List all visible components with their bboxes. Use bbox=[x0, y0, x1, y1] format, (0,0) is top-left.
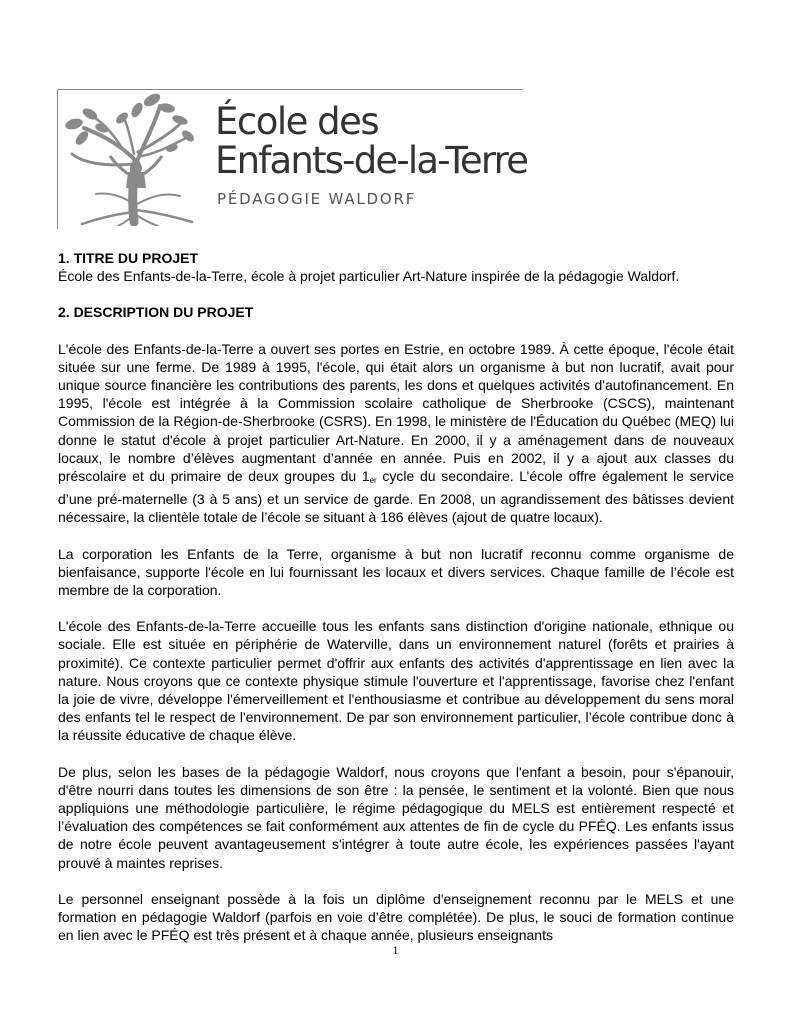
paragraph-pedagogy: De plus, selon les bases de la pédagogie Waldorf, nous croyons que l'enfant a besoin, pour s'épanouir, d'être nourri dans toutes les dimensions de son être : la pensée, le sentiment et la volonté. Bien que nous appliquions une méthodologie particulière, le régime pédagogique du MELS est entièrement respecté et l’évaluation des compétences se fait conformément aux attentes de fin de cycle du PFÉQ. Les enfants issus de notre école peuvent avantageusement s'intégrer à toute autre école, les expériences passées l'ayant prouvé à maintes reprises. bbox=[58, 763, 734, 871]
logo-tagline: PÉDAGOGIE WALDORF bbox=[217, 190, 417, 208]
page-number: 1 bbox=[392, 943, 399, 957]
logo-title-line1: École des bbox=[215, 100, 379, 143]
document-body bbox=[58, 249, 734, 945]
paragraph-history: L'école des Enfants-de-la-Terre a ouvert ses portes en Estrie, en octobre 1989. À cette époque, l'école était située sur une ferme. De 1989 à 1995, l'école, qui était alors un organisme à but non lucratif, avait pour unique source financière les contributions des parents, les dons et quelques activités d'autofinancement. En 1995, l'école est intégrée à la Commission scolaire catholique de Sherbrooke (CSCS), maintenant Commission de la Région-de-Sherbrooke (CSRS). En 1998, le ministère de l'Éducation du Québec (MEQ) lui donne le statut d'école à projet particulier Art-Nature. En 2000, il y a aménagement dans de nouveaux locaux, le nombre d’élèves augmentant d’année en année. Puis en 2002, il y a ajout aux classes du préscolaire et du primaire de deux groupes du $1_{er}$ cycle du secondaire. L’école offre également le service d’une pré-maternelle (3 à 5 ans) et un service de garde. En 2008, un agrandissement des bâtisses devient nécessaire, la clientèle totale de l’école se situant à 186 élèves (ajout de quatre locaux). bbox=[58, 340, 734, 526]
section1-text: École des Enfants-de-la-Terre, école à projet particulier Art-Nature inspirée de la pédagogie Waldorf. bbox=[58, 268, 680, 285]
paragraph-staff: Le personnel enseignant possède à la fois un diplôme d'enseignement reconnu par le MELS et une formation en pédagogie Waldorf (parfois en voie d’être complétée). De plus, le souci de formation continue en lien avec le PFÉQ est très présent et à chaque année, plusieurs enseignants bbox=[58, 890, 734, 944]
paragraph-corporation: La corporation les Enfants de la Terre, organisme à but non lucratif reconnu comme organisme de bienfaisance, supporte l'école en lui fournissant les locaux et divers services. Chaque famille de l’école est membre de la corporation. bbox=[58, 545, 734, 599]
section2-heading: 2. DESCRIPTION DU PROJET bbox=[58, 304, 254, 321]
tree-roots-logo-icon bbox=[62, 92, 200, 226]
section1-heading: 1. TITRE DU PROJET bbox=[58, 250, 199, 266]
logo-title-line2: Enfants-de-la-Terre bbox=[215, 139, 528, 182]
paragraph-environment: L'école des Enfants-de-la-Terre accueille tous les enfants sans distinction d'origine nationale, ethnique ou sociale. Elle est située en périphérie de Waterville, dans un environnement naturel (forêts et prairies à proximité). Ce contexte particulier permet d'offrir aux enfants des activités d'apprentissage en lien avec la nature. Nous croyons que ce contexte physique stimule l'ouverture et l'apprentissage, favorise chez l'enfant la joie de vivre, développe l'émerveillement et l'enthousiasme et contribue au développement du sens moral des enfants tel le respect de l'environnement. De par son environnement particulier, l’école contribue donc à la réussite éducative de chaque élève. bbox=[58, 618, 734, 744]
logo-frame-top bbox=[57, 89, 523, 90]
logo-frame-left bbox=[57, 89, 58, 229]
